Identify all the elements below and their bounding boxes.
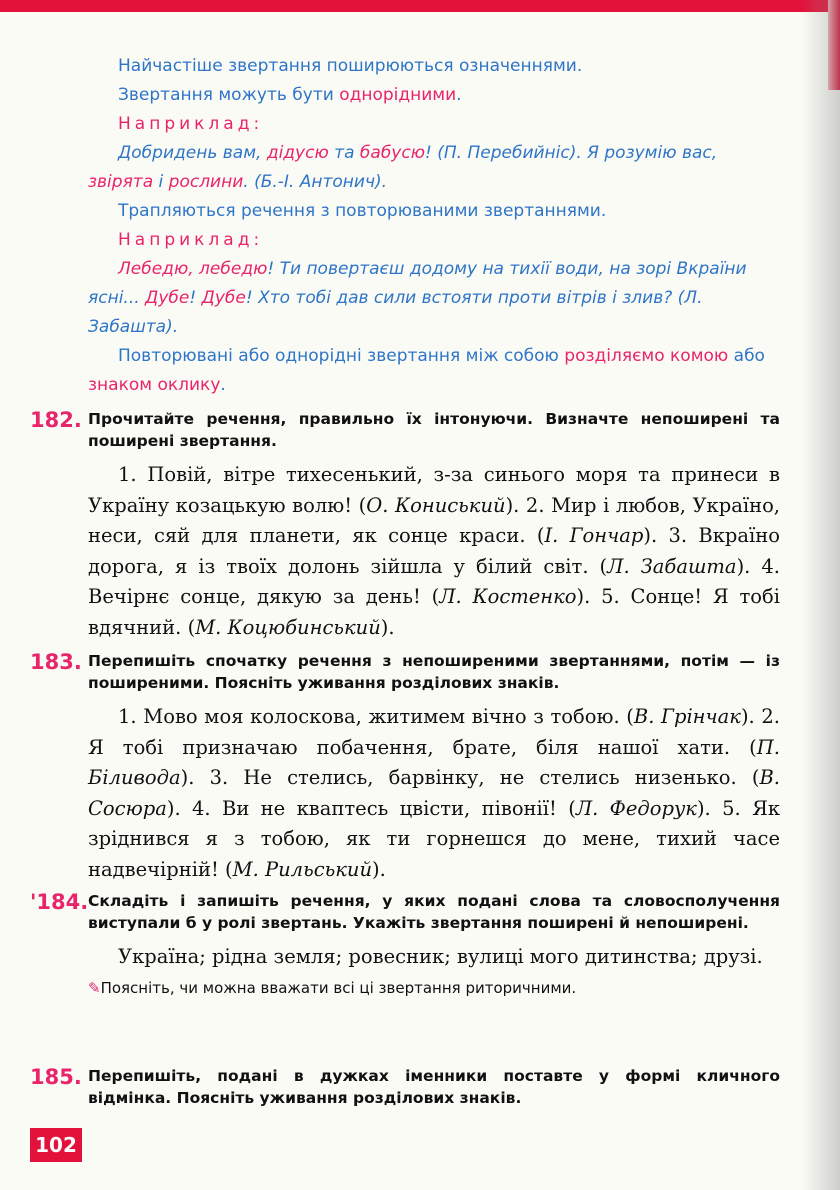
rule-line-4: Повторювані або однорідні звертання між собою розділяємо комою або знаком оклику. <box>88 346 765 395</box>
top-color-bar <box>0 0 830 12</box>
exercise-text: Україна; рідна земля; ровесник; вулиці мого дитинства; друзі. <box>118 945 763 968</box>
exercise-instruction: Складіть і запишіть речення, у яких подані слова та словосполучення виступали б у ролі звертань. Укажіть звертання поширені й непоширені. <box>88 892 780 932</box>
exercise-text: 1. Повій, вітре тихесенький, з-за синього моря та принеси в Україну козацькую волю! (О. Кониський). 2. Мир і любов, Україно, неси, сяй для планети, як сонце краси. (І. Гончар). 3. Вкраїно дорога, я із твоїх долонь зійшла у білий світ. (Л. Забашта). 4. Вечірнє сонце, дякую за день! (Л. Костенко). 5. Сонце! Я тобі вдячний. (М. Коцюбинський). <box>88 463 781 639</box>
example-label-1: Наприклад: <box>118 114 264 134</box>
exercise-185 <box>30 1065 780 1109</box>
rule-block <box>88 52 778 400</box>
rule-line-1: Найчастіше звертання поширюються означеннями. <box>118 56 583 76</box>
exercise-number: 185. <box>30 1065 82 1089</box>
exercise-instruction: Перепишіть, подані в дужках іменники поставте у формі кличного відмінка. Поясніть уживання розділових знаків. <box>88 1067 780 1107</box>
exercise-number: 183. <box>30 650 82 674</box>
exercise-instruction: Прочитайте речення, правильно їх інтонуючи. Визначте непоширені та поширені звертання. <box>88 410 780 450</box>
exercise-number: 182. <box>30 408 82 432</box>
pencil-icon: ✎ <box>88 978 101 997</box>
exercise-instruction: Перепишіть спочатку речення з непоширеними звертаннями, потім — із поширеними. Поясніть уживання розділових знаків. <box>88 652 780 692</box>
exercise-184 <box>30 890 780 997</box>
exercise-text: 1. Мово моя колоскова, житимем вічно з тобою. (В. Грінчак). 2. Я тобі призначаю побачення, брате, біля нашої хати. (П. Біливода). 3. Не стелись, барвінку, не стелись низенько. (В. Сосюра). 4. Ви не кваптесь цвісти, півонії! (Л. Федорук). 5. Як зріднився я з тобою, як ти горнешся до мене, тихий часе надвечірній! (М. Рильський). <box>88 705 781 881</box>
rule-line-3: Трапляються речення з повторюваними звертаннями. <box>118 201 607 221</box>
exercise-note: ✎Поясніть, чи можна вважати всі ці звертання риторичними. <box>88 978 577 997</box>
page-number: 102 <box>30 1128 82 1162</box>
example-1: Добридень вам, дідусю та бабусю! (П. Перебийніс). Я розумію вас, звірята і рослини. (Б.-І. Антонич). <box>88 143 718 192</box>
example-label-2: Наприклад: <box>118 230 264 250</box>
exercise-183 <box>30 650 780 885</box>
page-binding-shadow <box>802 0 840 1190</box>
exercise-182 <box>30 408 780 643</box>
exercise-number: '184. <box>30 890 89 914</box>
rule-line-2: Звертання можуть бути однорідними. <box>118 85 462 105</box>
example-2: Лебедю, лебедю! Ти повертаєш додому на тихії води, на зорі Вкраїни ясні... Дубе! Дубе! Хто тобі дав сили встояти проти вітрів і злив? (Л. Забашта). <box>88 259 747 337</box>
